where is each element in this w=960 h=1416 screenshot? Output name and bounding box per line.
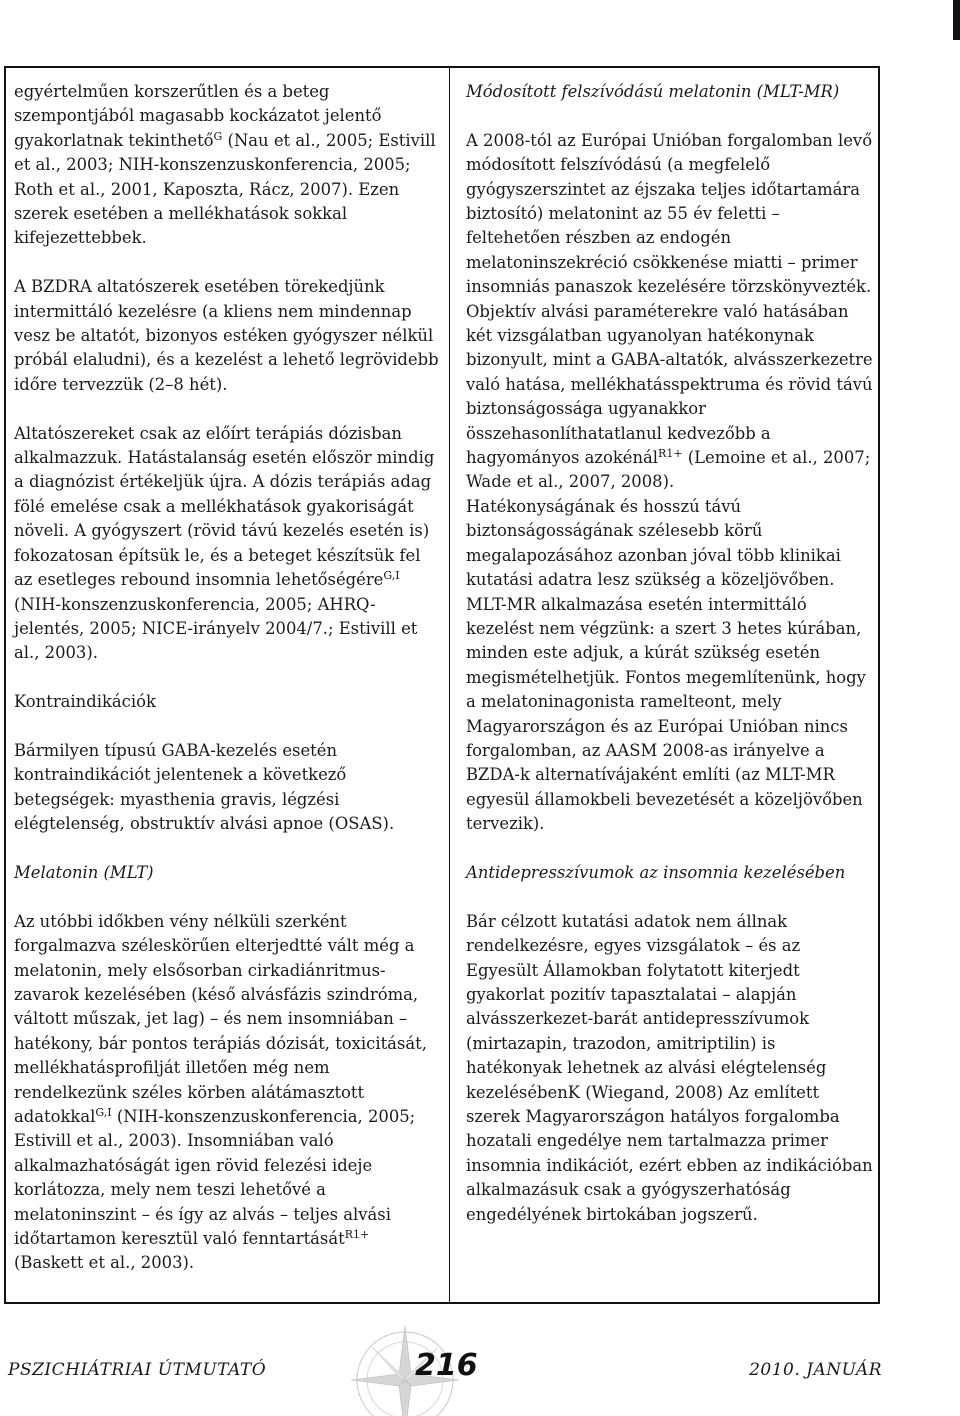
right-paragraph-3: Bár célzott kutatási adatok nem állnak rendelkezésre, egyes vizsgálatok – és az Egyesült Államokban folytatott kiterjedt gyakorlat pozitív tapasztalatai – alapján alvásszerkezet-barát antidepresszívumok (mirtazapin, trazodon, amitriptilin) is hatékonyak lehetnek az alvási elégtelenség kezelésébenK (Wiegand, 2008) Az említett szerek Magyarországon hatályos forgalomba hozatali engedélye nem tartalmazza primer insomnia indikációt, ezért ebben az indikációban alkalmazásuk csak a gyógyszerhatóság engedélyének birtokában jogszerű. <box>466 911 873 1224</box>
heading-kontraindikaciok: Kontraindikációk <box>14 692 156 712</box>
page-footer <box>0 1320 960 1410</box>
page-edge-tab-mark <box>953 0 960 40</box>
evidence-mark: G,I <box>95 1105 112 1119</box>
heading-antidepresszivumok: Antidepresszívumok az insomnia kezelésében <box>466 862 846 882</box>
heading-melatonin: Melatonin (MLT) <box>14 862 154 882</box>
evidence-mark: G,I <box>383 569 400 583</box>
left-paragraph-1: egyértelműen korszerűtlen és a beteg szempontjából magasabb kockázatot jelentő gyakorlatnak tekinthető$^G$ (Nau et al., 2005; Estivill et al., 2003; NIH-konszenzuskonferencia, 2005; Roth et al., 2001, Kaposzta, Rácz, 2007). Ezen szerek esetében a mellékhatások sokkal kifejezettebbek. <box>14 82 436 248</box>
left-paragraph-2: A BZDRA altatószerek esetében törekedjünk intermittáló kezelésre (a kliens nem mindennap vesz be altatót, bizonyos estéken gyógyszer nélkül próbál elaludni), és a kezelést a lehető legrövidebb időre tervezzük (2–8 hét). <box>14 277 439 394</box>
right-paragraph-1: A 2008-tól az Európai Unióban forgalomban levő módosított felszívódású (a megfelelő gyógyszerszintet az éjszaka teljes időtartamára biztosító) melatonint az 55 év feletti – feltehetően részben az endogén melatoninszekréció csökkenése miatti – primer insomniás panaszok kezelésére törzskönyvezték. Objektív alvási paraméterekre való hatásában két vizsgálatban ugyanolyan hatékonynak bizonyult, mint a GABA-altatók, alvásszerkezetre való hatása, mellékhatásspektruma és rövid távú biztonságossága ugyanakkor összehasonlíthatatlanul kedvezőbb a hagyományos azokénál$^{R1+}$ (Lemoine et al., 2007; Wade et al., 2007, 2008). <box>466 130 873 492</box>
left-paragraph-4: Bármilyen típusú GABA-kezelés esetén kontraindikációt jelentenek a következő betegségek: myasthenia gravis, légzési elégtelenség, obstruktív alvási apnoe (OSAS). <box>14 740 395 834</box>
right-column <box>466 80 876 1227</box>
footer-publication-title: PSZICHIÁTRIAI ÚTMUTATÓ <box>8 1360 267 1380</box>
left-column <box>14 80 442 1276</box>
column-divider <box>449 68 450 1302</box>
page-number: 216 <box>415 1348 478 1383</box>
footer-date: 2010. JANUÁR <box>749 1360 882 1380</box>
left-paragraph-3: Altatószereket csak az előírt terápiás dózisban alkalmazzuk. Hatástalanság esetén először mindig a diagnózist értékeljük újra. A dózis terápiás adag fölé emelése csak a mellékhatások gyakoriságát növeli. A gyógyszert (rövid távú kezelés esetén is) fokozatosan építsük le, és a beteget készítsük fel az esetleges rebound insomnia lehetőségére$^{G,I}$ (NIH-konszenzuskonferencia, 2005; AHRQ-jelentés, 2005; NICE-irányelv 2004/7.; Estivill et al., 2003). <box>14 423 435 663</box>
evidence-mark: G <box>213 129 223 143</box>
evidence-mark: R1+ <box>658 447 683 461</box>
heading-mlt-mr: Módosított felszívódású melatonin (MLT-MR) <box>466 82 840 101</box>
right-paragraph-2: Hatékonyságának és hosszú távú biztonságosságának szélesebb körű megalapozásához azonban jóval több klinikai kutatási adatra lesz szükség a közeljövőben. MLT-MR alkalmazása esetén intermittáló kezelést nem végzünk: a szert 3 hetes kúrában, minden este adjuk, a kúrát szükség esetén megismételhetjük. Fontos megemlítenünk, hogy a melatoninagonista ramelteont, mely Magyarországon és az Európai Unióban nincs forgalomban, az AASM 2008-as irányelve a BZDA-k alternatívájaként említi (az MLT-MR egyesül államokbeli bevezetését a közeljövőben tervezik). <box>466 496 866 834</box>
content-frame <box>4 66 880 1304</box>
evidence-mark: R1+ <box>344 1228 370 1241</box>
left-paragraph-5: Az utóbbi időkben vény nélküli szerként forgalmazva széleskörűen elterjedtté vált még a melatonin, mely elsősorban cirkadiánritmus-zavarok kezelésében (késő alvásfázis szindróma, váltott műszak, jet lag) – és nem insomniában – hatékony, bár pontos terápiás dózisát, toxicitását, mellékhatásprofilját illetően még nem rendelkezünk széles körben alátámasztott adatokkal$^{G,I}$ (NIH-konszenzuskonferencia, 2005; Estivill et al., 2003). Insomniában való alkalmazhatóságát igen rövid felezési ideje korlátozza, mely nem teszi lehetővé a melatoninszint – és így az alvás – teljes alvási időtartamon keresztül való fenntartását$^{R1+}$ (Baskett et al., 2003). <box>14 911 427 1273</box>
